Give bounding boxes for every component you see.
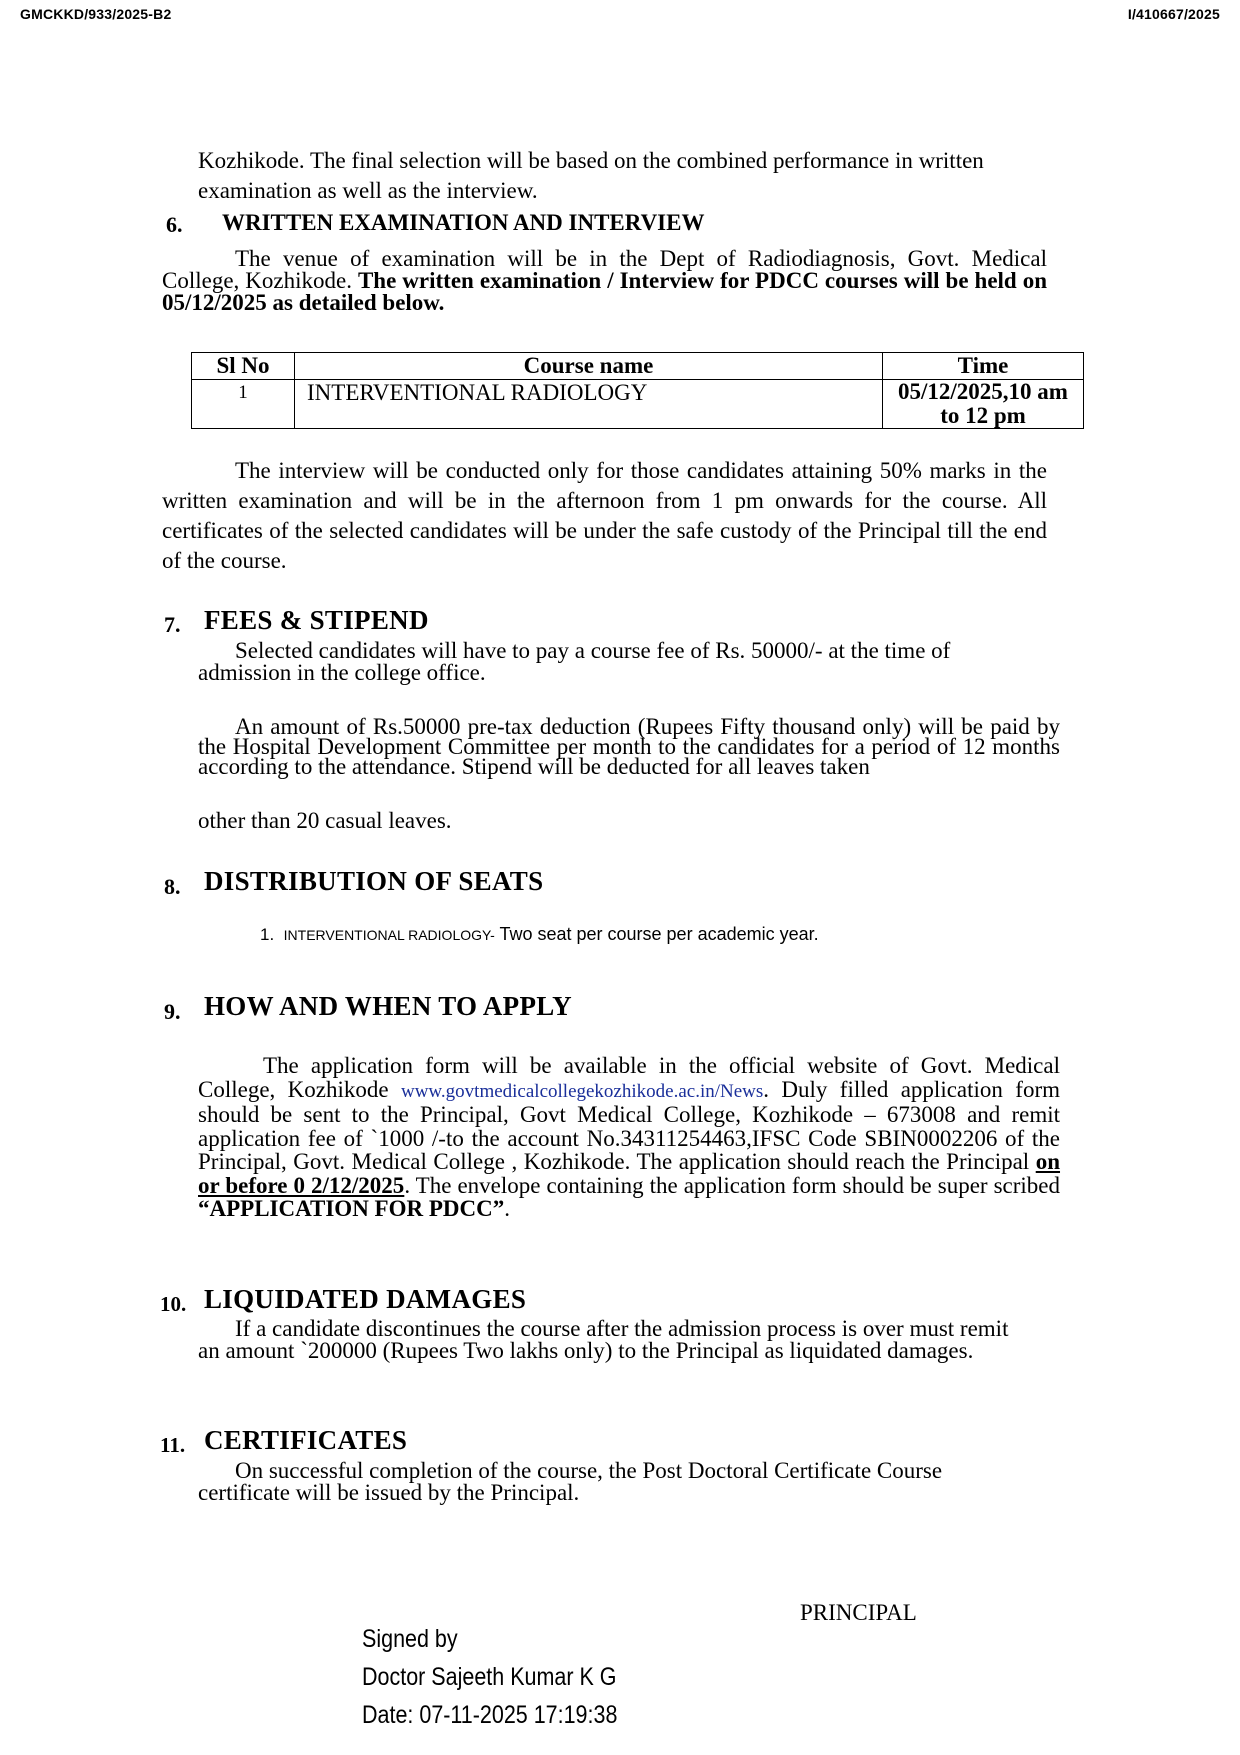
section-10-title: LIQUIDATED DAMAGES (204, 1284, 527, 1314)
exam-table-cell-course: INTERVENTIONAL RADIOLOGY (295, 380, 883, 429)
exam-table-header-time: Time (883, 353, 1084, 380)
exam-table-header-row (192, 353, 1084, 380)
section-9-number: 9. (164, 999, 181, 1024)
intro-paragraph (198, 146, 1058, 206)
exam-table-header-slno: Sl No (192, 353, 295, 380)
section-7-stipend-paragraph-end: other than 20 casual leaves. (198, 808, 452, 833)
signed-by-label: Signed by (362, 1625, 458, 1653)
exam-schedule-table (191, 352, 1084, 429)
exam-table-cell-time: 05/12/2025,10 am to 12 pm (883, 380, 1084, 429)
table-row (192, 380, 1084, 429)
section-7-fee-paragraph: Selected candidates will have to pay a course fee of Rs. 50000/- at the time of admission in the college office. (198, 638, 951, 685)
section-6-number: 6. (166, 212, 183, 237)
section-9-title: HOW AND WHEN TO APPLY (204, 991, 572, 1021)
section-11-title: CERTIFICATES (204, 1425, 408, 1455)
website-link[interactable]: www.govtmedicalcollegekozhikode.ac.in/News (400, 1080, 764, 1102)
document-reference-left: GMCKKD/933/2025-B2 (20, 6, 172, 22)
apply-text-1: The application form will be available in the official website of Govt. Medical College, Kozhikode (198, 1053, 1060, 1102)
apply-deadline: on or before 0 2/12/2025 (198, 1149, 1061, 1198)
section-6-exam-date-text: The written examination / Interview for PDCC courses will be held on 05/12/2025 as detailed below. (162, 268, 1047, 315)
section-10-number: 10. (160, 1292, 187, 1316)
section-7-stipend-paragraph: An amount of Rs.50000 pre-tax deduction (Rupees Fifty thousand only) will be paid by the Hospital Development Committee per month to the candidates for a period of 12 months according to the attendance. Stipend will be deducted for all leaves taken (198, 714, 1060, 779)
signature-date: Date: 07-11-2025 17:19:38 (362, 1701, 618, 1729)
section-8-number: 8. (164, 874, 181, 899)
section-8-title: DISTRIBUTION OF SEATS (204, 866, 544, 896)
section-10-paragraph: If a candidate discontinues the course after the admission process is over must remit an amount `200000 (Rupees Two lakhs only) to the Principal as liquidated damages. (198, 1316, 1009, 1363)
apply-text-4: . (504, 1196, 510, 1221)
principal-label: PRINCIPAL (800, 1600, 917, 1625)
exam-table-header-course: Course name (295, 353, 883, 380)
section-11-number: 11. (160, 1433, 186, 1457)
section-7-title: FEES & STIPEND (204, 605, 429, 635)
section-9-apply-paragraph (198, 1054, 1060, 1221)
interview-note-paragraph: The interview will be conducted only for those candidates attaining 50% marks in the written examination and will be in the afternoon from 1 pm onwards for the course. All certificates of the selected candidates will be under the safe custody of the Principal till the end of the course. (162, 458, 1047, 573)
section-7-number: 7. (164, 612, 181, 637)
apply-text-3: . The envelope containing the application form should be super scribed (404, 1172, 1061, 1198)
seat-item-course: INTERVENTIONAL RADIOLOGY- (283, 927, 495, 943)
intro-line-1: Kozhikode. The final selection will be based on the combined performance in written (198, 148, 984, 173)
seat-item-number: 1. (260, 925, 275, 944)
apply-superscription: “APPLICATION FOR PDCC” (198, 1196, 505, 1221)
list-item (260, 924, 819, 945)
signer-name: Doctor Sajeeth Kumar K G (362, 1663, 617, 1691)
document-reference-right: I/410667/2025 (1127, 6, 1220, 22)
intro-line-2: examination as well as the interview. (198, 178, 538, 203)
section-11-paragraph: On successful completion of the course, the Post Doctoral Certificate Course certificate will be issued by the Principal. (198, 1458, 943, 1505)
section-6-venue-paragraph (162, 248, 1047, 314)
seat-item-text: Two seat per course per academic year. (499, 924, 819, 944)
section-6-venue-text: The venue of examination will be in the Dept of Radiodiagnosis, Govt. Medical College, Kozhikode. (162, 246, 1047, 293)
section-6-title: WRITTEN EXAMINATION AND INTERVIEW (222, 210, 705, 235)
exam-table-cell-slno: 1 (192, 380, 295, 429)
apply-text-2: . Duly filled application form should be sent to the Principal, Govt Medical College, Kozhikode – 673008 and remit application fee of `1000 /-to the account No.34311254463,IFSC Code SBIN0002206 of the Principal, Govt. Medical College , Kozhikode. The application should reach the Principal (198, 1076, 1060, 1174)
